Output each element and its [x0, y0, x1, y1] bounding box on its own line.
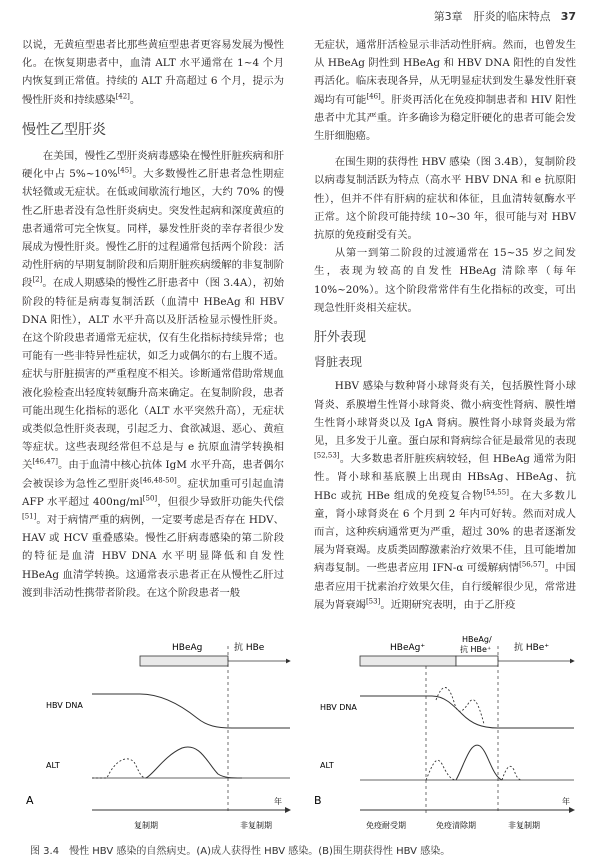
- panel-a-replicative-phase: 复制期: [134, 821, 158, 830]
- chapter-title: 第3章 肝炎的临床特点: [433, 10, 551, 23]
- figure-caption: 图 3.4 慢性 HBV 感染的自然病史。(A)成人获得性 HBV 感染。(B)围生期获得性 HBV 感染。: [30, 846, 451, 857]
- panel-b-alt-flare-3: [502, 766, 522, 780]
- left-paragraph-0: 以说，无黄疸型患者比那些黄疸型患者更容易发展为慢性化。在恢复期患者中，血清 ALT 水平通常在 1~4 个月内恢复到正常值。持续的 ALT 升高超过 6 个月，提示为慢性肝炎和持续感染[42]。: [22, 39, 284, 106]
- panel-b-mid-label-top: HBeAg/: [462, 636, 492, 644]
- panel-a-hbv-dna-label: HBV DNA: [46, 701, 83, 710]
- figure-3-4: [22, 636, 580, 836]
- panel-a-year-label: 年: [274, 797, 282, 806]
- panel-a-alt-flare-curve: [146, 747, 242, 778]
- right-column: [314, 36, 576, 614]
- panel-b-immune-tolerance-phase: 免疫耐受期: [366, 821, 406, 830]
- panel-b-alt-label: ALT: [320, 761, 334, 770]
- page-header: [434, 8, 576, 24]
- panel-b: [314, 636, 574, 830]
- panel-a-anti-hbe-label: 抗 HBe: [234, 643, 265, 653]
- panel-b-hbeag-bar: [360, 656, 456, 666]
- panel-b-nonreplicative-phase: 非复制期: [508, 821, 540, 830]
- right-paragraph-0: 无症状，通常肝活检显示非活动性肝病。然而，也曾发生从 HBeAg 阴性到 HBeAg 和 HBV DNA 阳性的自发性再活化。临床表现各异，从无明显症状到发生暴发性肝衰竭均有可能[46]。肝炎再活化在免疫抑制患者和 HIV 阳性患者中尤其严重。许多确诊为稳定肝硬化的患者可能会发生肝细胞癌。: [314, 39, 576, 143]
- panel-a-hbv-dna-curve: [140, 694, 290, 728]
- subsection-heading-renal: 肾脏表现: [314, 355, 363, 370]
- panel-a-alt-label: ALT: [46, 761, 60, 770]
- panel-a-alt-acute-curve: [92, 759, 146, 778]
- figure-svg: [22, 636, 580, 836]
- panel-b-hbv-dna-fluctuation: [436, 688, 484, 725]
- panel-b-transition-bar: [456, 656, 498, 666]
- panel-a-hbeag-bar: [140, 656, 228, 666]
- left-paragraph-1: 在美国，慢性乙型肝炎病毒感染在慢性肝脏疾病和肝硬化中占 5%~10%[45]。大多数慢性乙肝患者急性期症状轻微或无症状。在低或间歇流行地区，大约 70% 的慢性乙肝患者没有急性肝炎病史。突发性起病和深度黄疸的患者通常可完全恢复。同样，暴发性肝炎的幸存者很少发展成为慢性肝炎。慢性乙肝的过程通常包括两个阶段：活动性肝病的早期复制阶段和后期肝脏疾病缓解的非复制阶段[2]。在成人期感染的慢性乙肝患者中（图 3.4A），初始阶段的特征是病毒复制活跃（血清中 HBeAg 和 HBV DNA 阳性），ALT 水平升高以及肝活检显示慢性肝炎。在这个阶段患者通常无症状，仅有生化指标持续异常；也可能有一些非特异性症状，如乏力或偶尔的右上腹不适。症状与肝脏损害的严重程度不相关。诊断通常借助常规血液化验检查出轻度转氨酶升高来确定。在复制阶段，患者可能出现生化指标的恶化（ALT 水平突然升高），无症状或类似急性肝炎表现，引起乏力、食欲减退、恶心、黄疸等症状。这些表现经常但不总是与 e 抗原血清学转换相关[46,47]。由于血清中核心抗体 IgM 水平升高，患者偶尔会被误诊为急性乙型肝炎[46,48-50]。症状加重可引起血清 AFP 水平超过 400ng/ml[50]，但很少导致肝功能失代偿[51]。对于病情严重的病例，一定要考虑是否存在 HDV、HAV 或 HCV 重叠感染。慢性乙肝病毒感染的第二阶段的特征是血清 HBV DNA 水平明显降低和自发性 HBeAg 血清学转换。这通常表示患者正在从慢性乙肝过渡到非活动性携带者阶段。在这个阶段患者一般: [22, 150, 285, 599]
- right-paragraph-2: 从第一到第二阶段的过渡通常在 15~35 岁之间发生，表现为较高的自发性 HBeAg 清除率（每年 10%~20%）。这个阶段常常伴有生化指标的改变，可出现急性肝炎相关症状。: [314, 247, 576, 314]
- section-heading-chronic-hbv: 慢性乙型肝炎: [22, 121, 106, 138]
- section-heading-extrahepatic: 肝外表现: [314, 330, 367, 346]
- left-column: [22, 36, 284, 602]
- panel-a-hbeag-label: HBeAg: [172, 643, 203, 653]
- panel-a-label: A: [26, 794, 34, 807]
- panel-b-alt-flare-1: [426, 760, 456, 780]
- panel-b-mid-label-bottom: 抗 HBe⁺: [460, 645, 492, 654]
- panel-a-nonreplicative-phase: 非复制期: [240, 821, 272, 830]
- panel-b-year-label: 年: [562, 797, 570, 806]
- panel-b-anti-hbe-label: 抗 HBe⁺: [514, 643, 550, 653]
- panel-b-hbeag-label: HBeAg⁺: [390, 643, 426, 653]
- panel-b-hbv-dna-label: HBV DNA: [320, 703, 357, 712]
- panel-b-alt-flare-2: [456, 745, 502, 780]
- panel-a: [26, 641, 290, 830]
- panel-b-immune-clearance-phase: 免疫清除期: [436, 821, 476, 830]
- panel-b-label: B: [314, 794, 322, 807]
- page-number: 37: [560, 10, 576, 23]
- right-paragraph-3: HBV 感染与数种肾小球肾炎有关，包括膜性肾小球肾炎、系膜增生性肾小球肾炎、微小病变性肾病、膜性增生性肾小球肾炎以及 IgA 肾病。膜性肾小球肾炎最为常见，且多发于儿童。蛋白尿和肾病综合征是最常见的表现[52,53]。大多数患者肝脏疾病较轻，但 HBeAg 通常为阳性。肾小球和基底膜上出现由 HBsAg、HBeAg、抗 HBc 或抗 HBe 组成的免疫复合物[54,55]。在大多数儿童，肾小球肾炎在 6 个月到 2 年内可好转。然而对成人而言，这种疾病通常更为严重，超过 30% 的患者逐渐发展为肾衰竭。皮质类固醇激素治疗效果不佳，且可能增加病毒复制。一些患者应用 IFN-α 可缓解病情[56,57]。中国患者应用干扰素治疗效果欠佳，自行缓解很少见，常常进展为肾衰竭[53]。近期研究表明，由于乙肝疫: [314, 380, 577, 611]
- right-paragraph-1: 在围生期的获得性 HBV 感染（图 3.4B），复制阶段以病毒复制活跃为特点（高水平 HBV DNA 和 e 抗原阳性），但并不伴有肝病的症状和体征，且血清转氨酶水平正常。这个阶段可能持续 10~30 年，很可能与对 HBV 抗原的免疫耐受有关。: [314, 156, 576, 242]
